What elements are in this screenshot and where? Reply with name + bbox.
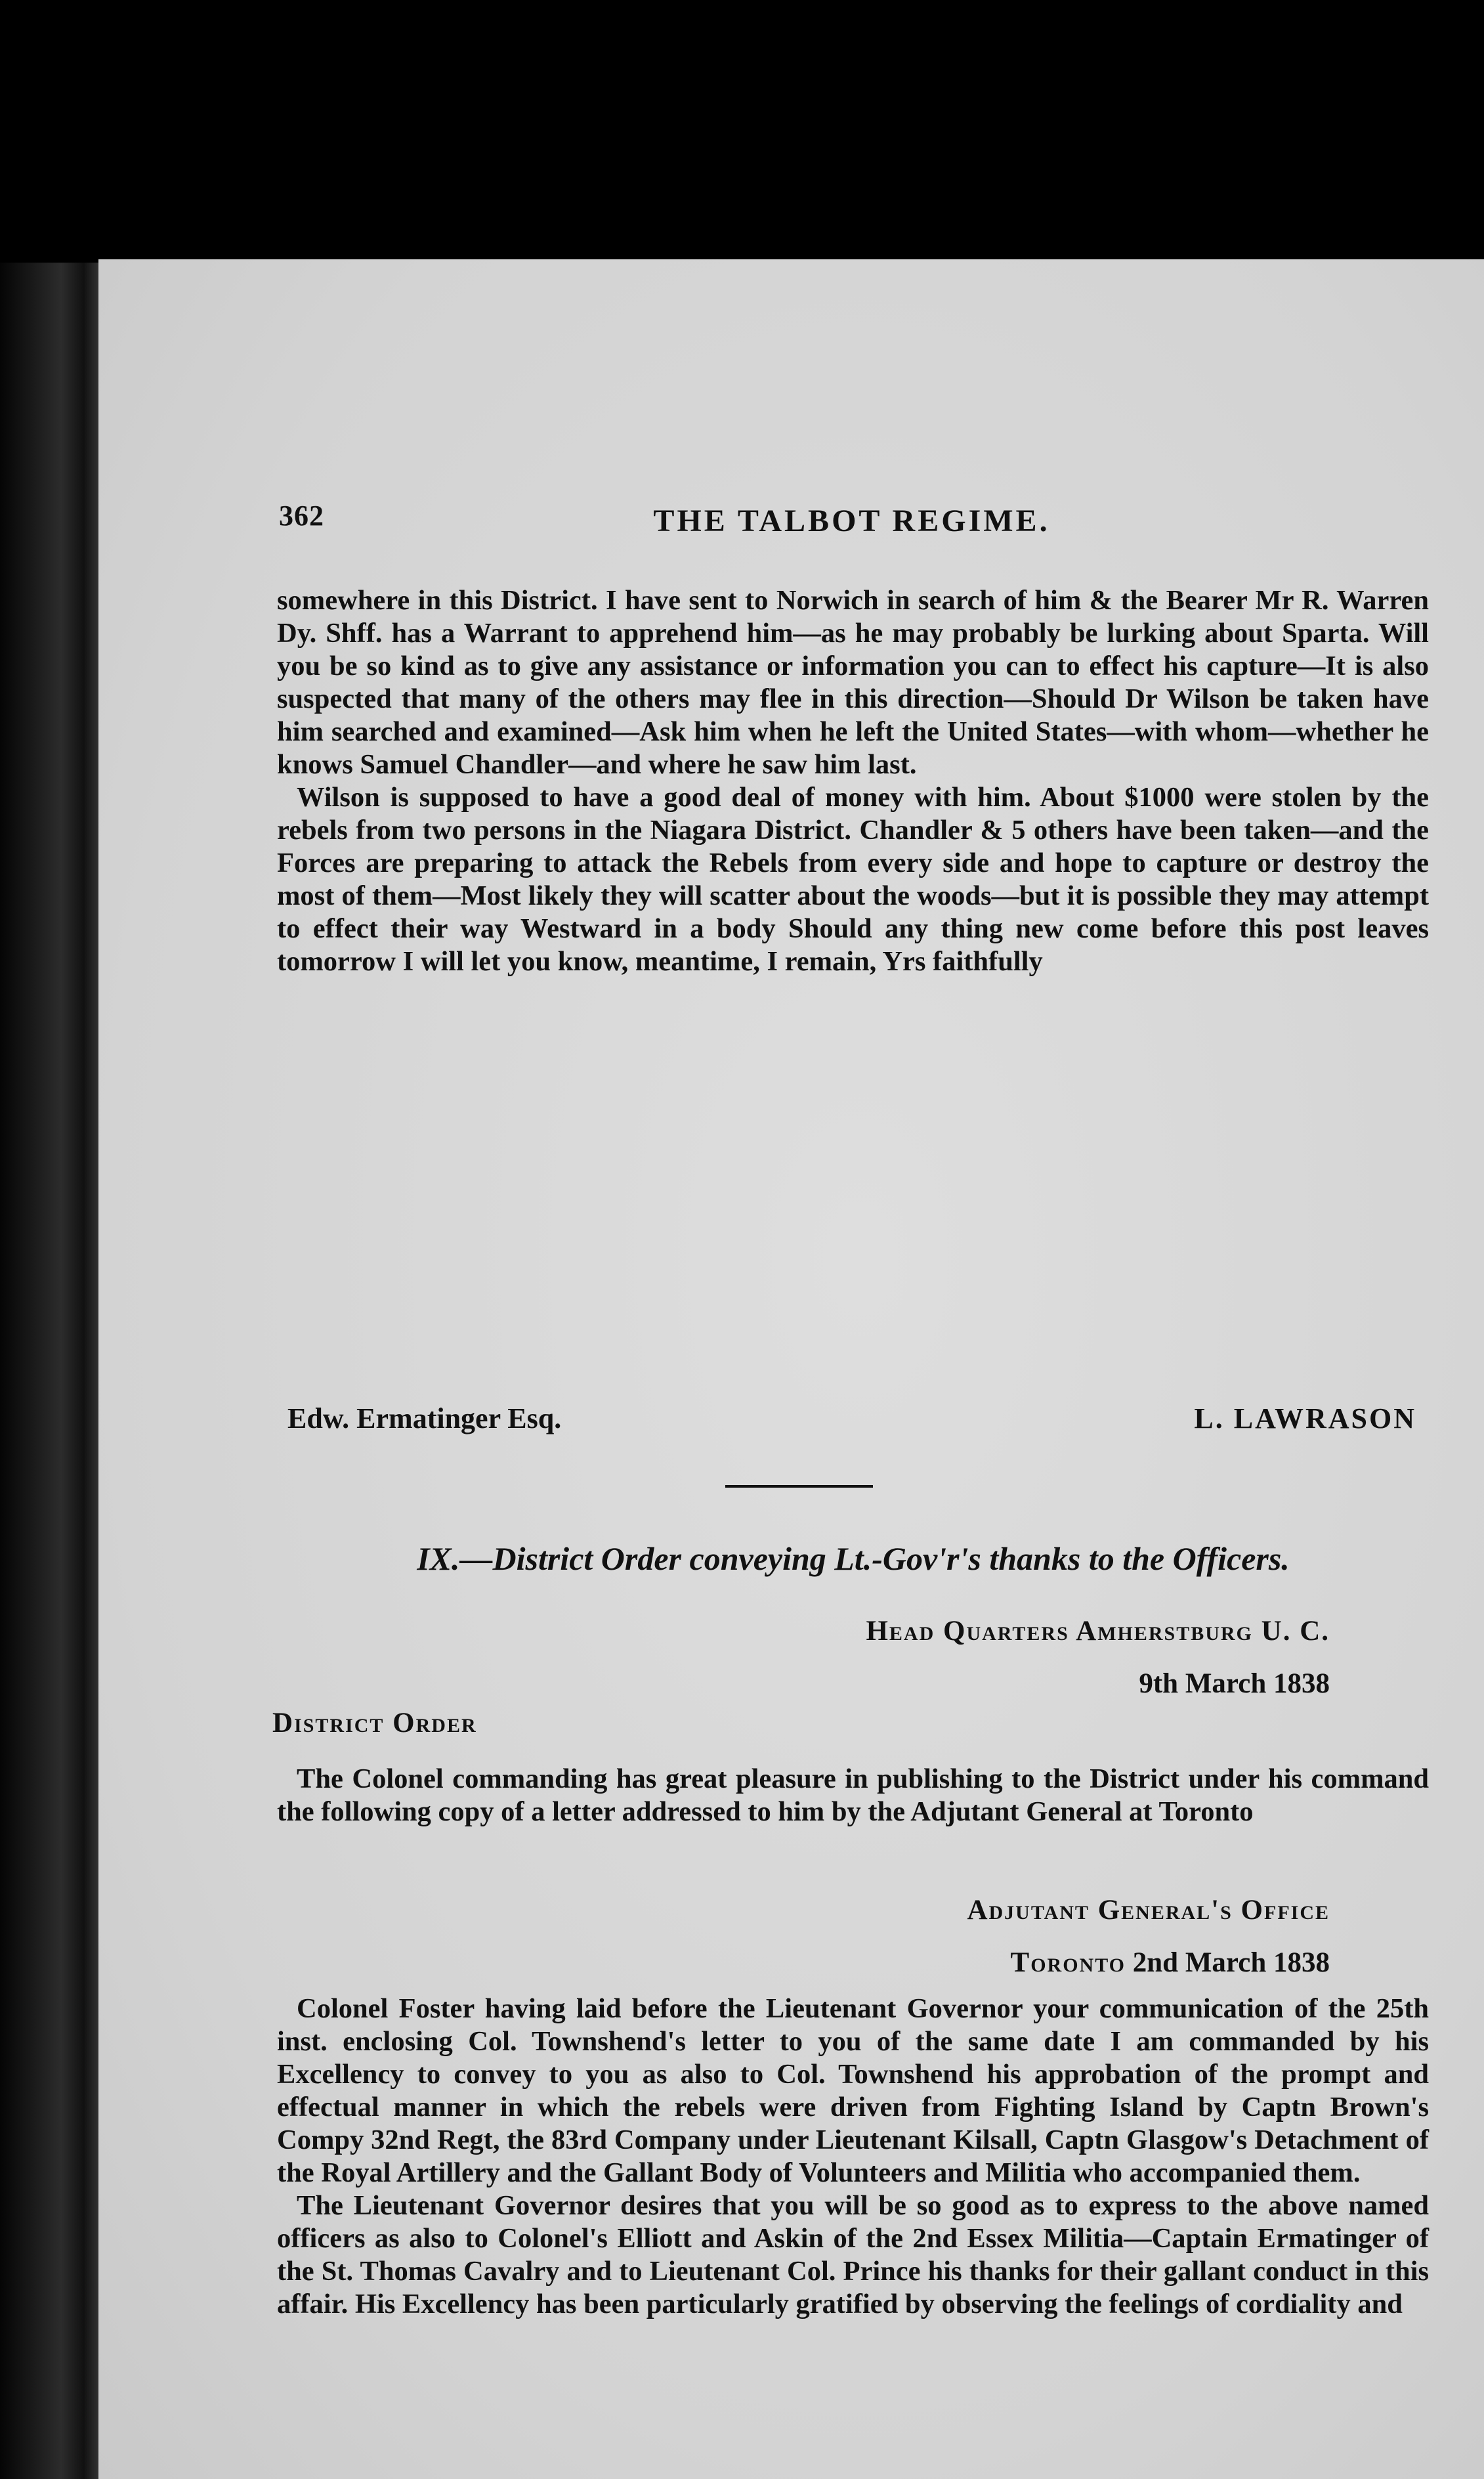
order-place: Head Quarters Amherstburg U. C.: [866, 1616, 1330, 1647]
order-heading: District Order: [272, 1708, 477, 1738]
office-heading: Adjutant General's Office: [967, 1895, 1330, 1926]
book-spine-edge: [0, 263, 112, 2479]
letter-paragraph: Wilson is supposed to have a good deal of money with him. About $1000 were stolen by the rebels from two persons in the Niagara District. Chandler & 5 others have been taken—and the Forces are preparing to attack the Rebels from every side and hope to capture or destroy the most of them—Most likely they will scatter about the woods—but it is possible they may attempt to effect their way Westward in a body Should any thing new come before this post leaves tomorrow I will let you know, meantime, I remain, Yrs faithfully: [277, 782, 1429, 977]
office-dateline: [1011, 1947, 1330, 1979]
order-intro: [277, 1763, 1429, 1828]
running-head: THE TALBOT REGIME.: [653, 504, 1050, 538]
section-divider: [725, 1485, 873, 1488]
order-paragraph: The Lieutenant Governor desires that you will be so good as to express to the above named officers as also to Colonel's Elliott and Askin of the 2nd Essex Militia—Captain Ermatinger of the St. Thomas Cavalry and to Lieutenant Col. Prince his thanks for their gallant conduct in this affair. His Excellency has been particularly gratified by observing the feelings of cordiality and: [277, 2190, 1429, 2319]
letter-signature: L. LAWRASON: [1194, 1402, 1416, 1434]
letter-body: [277, 584, 1429, 978]
office-date: 2nd March 1838: [1132, 1947, 1330, 1978]
order-paragraph: Colonel Foster having laid before the Lieutenant Governor your communication of the 25th inst. enclosing Col. Townshend's letter to you of the same date I am commanded by his Excellency to convey to you as also to Col. Townshend his approbation of the prompt and effectual manner in which the rebels were driven from Fighting Island by Captn Brown's Compy 32nd Regt, the 83rd Company under Lieutenant Kilsall, Captn Glasgow's Detachment of the Royal Artillery and the Gallant Body of Volunteers and Militia who accompanied them.: [277, 1993, 1429, 2188]
letter-paragraph: somewhere in this District. I have sent to Norwich in search of him & the Bearer Mr R. Warren Dy. Shff. has a Warrant to apprehend him—as he may probably be lurking about Sparta. Will you be so kind as to give any assistance or information you can to effect his capture—It is also suspected that many of the others may flee in this direction—Should Dr Wilson be taken have him searched and examined—Ask him when he left the United States—with whom—whether he knows Samuel Chandler—and where he saw him last.: [277, 585, 1429, 780]
page-number: 362: [279, 500, 324, 532]
letter-addressee: Edw. Ermatinger Esq.: [287, 1402, 562, 1434]
order-date: 9th March 1838: [1139, 1668, 1330, 1699]
book-page: [98, 259, 1484, 2479]
order-letter-body: [277, 1993, 1429, 2321]
office-place: Toronto: [1010, 1947, 1126, 1978]
letter-closing: [287, 1402, 1416, 1438]
section-title: IX.—District Order conveying Lt.-Gov'r's thanks to the Officers.: [417, 1540, 1290, 1577]
order-intro-paragraph: The Colonel commanding has great pleasure in publishing to the District under his command the following copy of a letter addressed to him by the Adjutant General at Toronto: [277, 1763, 1429, 1827]
page-header: [279, 499, 1424, 551]
